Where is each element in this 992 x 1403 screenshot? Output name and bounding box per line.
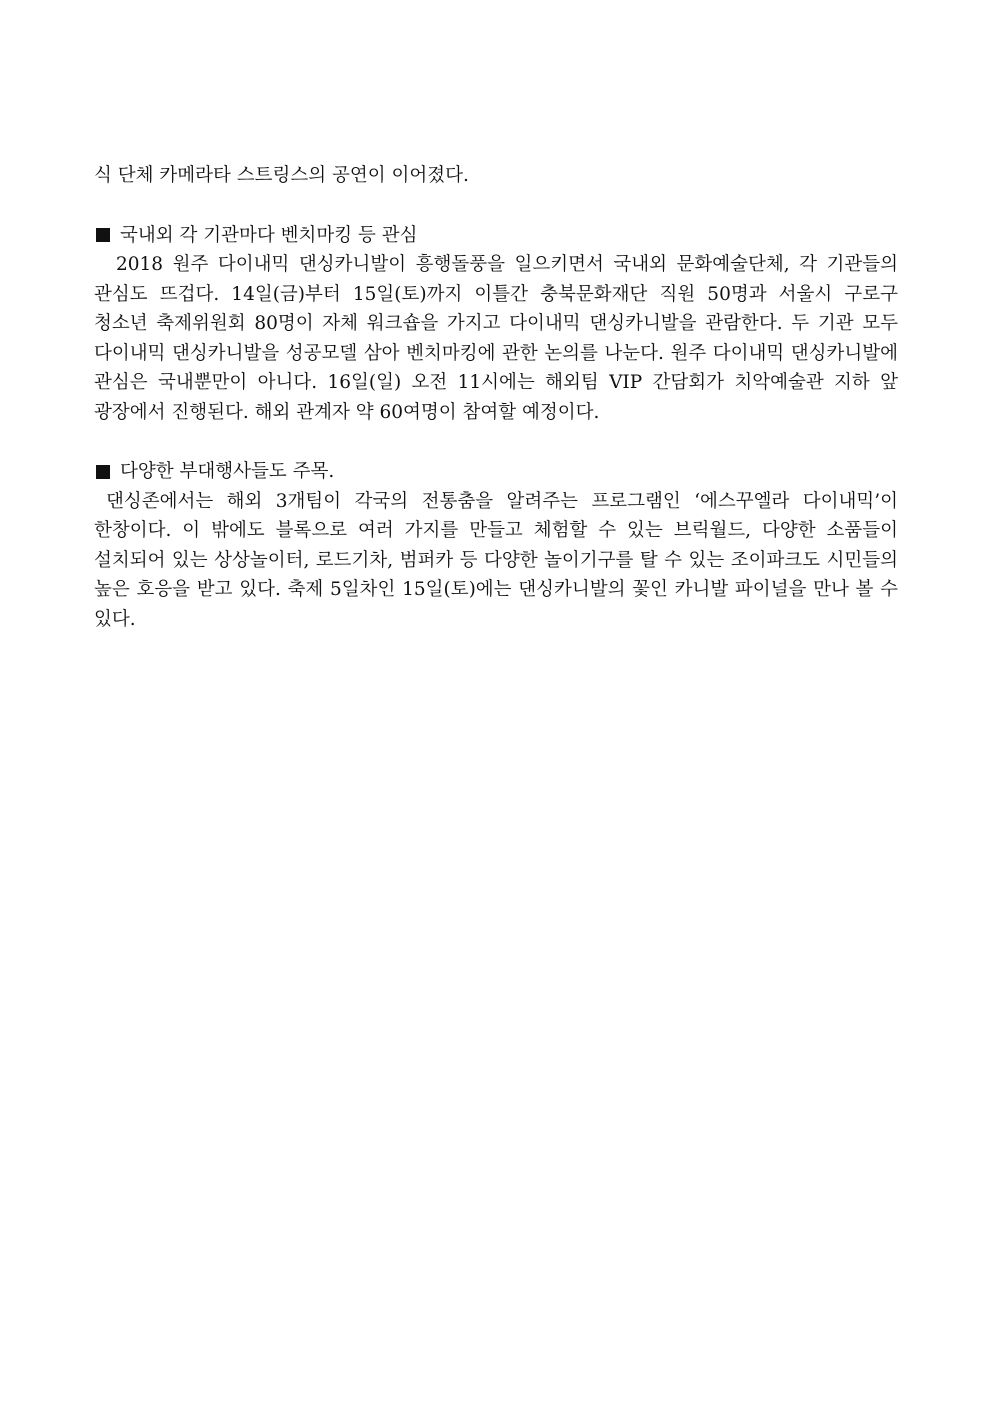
section-heading — [94, 457, 898, 487]
section-heading — [94, 221, 898, 251]
square-bullet-icon — [96, 465, 110, 479]
section-heading-text: 국내외 각 기관마다 벤치마킹 등 관심 — [120, 224, 418, 246]
paragraph-spacer — [94, 191, 898, 221]
continuation-paragraph: 식 단체 카메라타 스트링스의 공연이 이어졌다. — [94, 165, 469, 186]
document-body — [94, 161, 898, 634]
paragraph-spacer — [94, 427, 898, 457]
square-bullet-icon — [96, 228, 110, 242]
section-paragraph: 2018 원주 다이내믹 댄싱카니발이 흥행돌풍을 일으키면서 국내외 문화예술단체, 각 기관들의 관심도 뜨겁다. 14일(금)부터 15일(토)까지 이틀간 충북문화재단 직원 50명과 서울시 구로구 청소년 축제위원회 80명이 자체 워크숍을 가지고 다이내믹 댄싱카니발을 관람한다. 두 기관 모두 다이내믹 댄싱카니발을 성공모델 삼아 벤치마킹에 관한 논의를 나눈다. 원주 다이내믹 댄싱카니발에 관심은 국내뿐만이 아니다. 16일(일) 오전 11시에는 해외팀 VIP 간담회가 치악예술관 지하 앞 광장에서 진행된다. 해외 관계자 약 60여명이 참여할 예정이다. — [94, 254, 898, 423]
section-paragraph: 댄싱존에서는 해외 3개팀이 각국의 전통춤을 알려주는 프로그램인 ‘에스꾸엘라 다이내믹’이 한창이다. 이 밖에도 블록으로 여러 가지를 만들고 체험할 수 있는 브릭월드, 다양한 소품들이 설치되어 있는 상상놀이터, 로드기차, 범퍼카 등 다양한 놀이기구를 탈 수 있는 조이파크도 시민들의 높은 호응을 받고 있다. 축제 5일차인 15일(토)에는 댄싱카니발의 꽃인 카니발 파이널을 만나 볼 수 있다. — [94, 490, 898, 630]
section-heading-text: 다양한 부대행사들도 주목. — [120, 461, 335, 482]
